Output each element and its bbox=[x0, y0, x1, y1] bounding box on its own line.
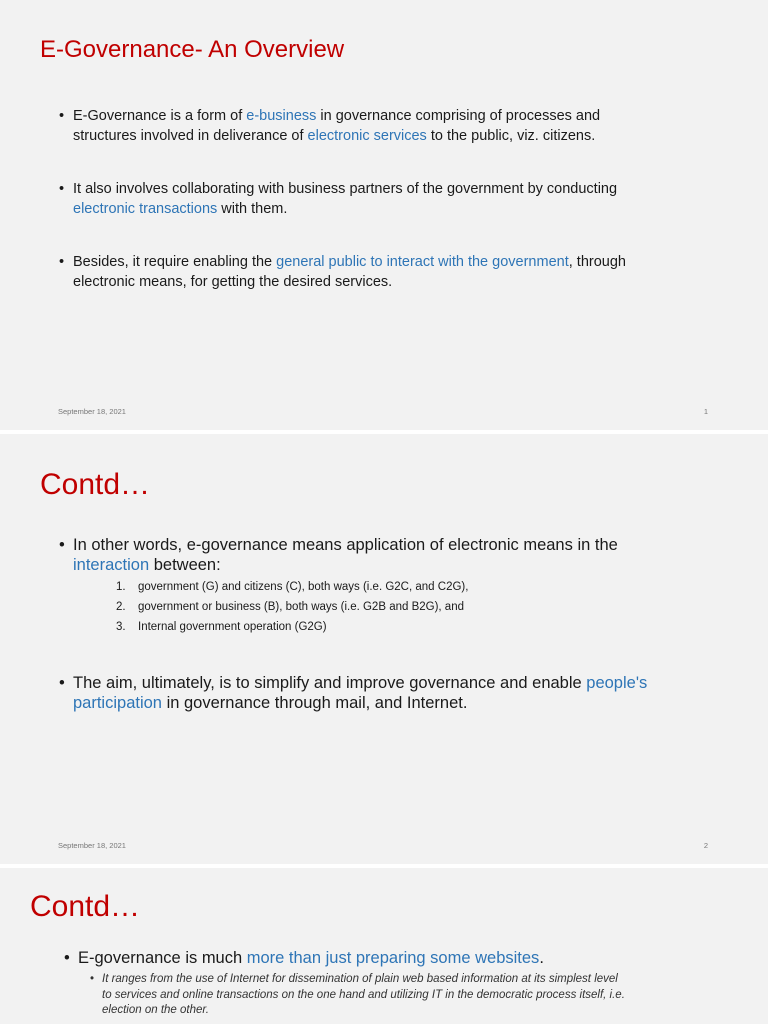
bullet-item: • The aim, ultimately, is to simplify and improve governance and enable people's participation in governance through mail, and Internet. bbox=[59, 674, 648, 712]
numbered-list bbox=[116, 577, 468, 637]
bullet-marker: • bbox=[59, 254, 65, 270]
bullet-item: • E-governance is much more than just preparing some websites. bbox=[64, 949, 544, 967]
slide-title: Contd… bbox=[30, 890, 141, 923]
bullet-marker: • bbox=[64, 949, 70, 967]
highlight-text: electronic services bbox=[307, 127, 427, 144]
highlight-text: interaction bbox=[73, 556, 150, 574]
sub-bullet-item: • It ranges from the use of Internet for dissemination of plain web based information at its simplest level to services and online transactions on the one hand and utilizing IT in the democratic process itself, i.e. election on the other. bbox=[90, 973, 625, 1016]
highlight-text: more than just preparing some websites bbox=[246, 949, 540, 967]
bullet-marker: • bbox=[59, 181, 65, 197]
bullet-marker: • bbox=[59, 674, 65, 692]
list-item: 2. government or business (B), both ways (i.e. G2B and B2G), and bbox=[116, 601, 464, 613]
slide-1 bbox=[0, 0, 768, 430]
list-item: 3. Internal government operation (G2G) bbox=[116, 621, 327, 633]
bullet-item: • Besides, it require enabling the general public to interact with the government, through electronic means, for getting the desired services. bbox=[59, 254, 626, 290]
bullet-marker: • bbox=[59, 536, 65, 554]
highlight-text: people's bbox=[586, 674, 648, 692]
highlight-text: e-business bbox=[246, 108, 317, 124]
bullet-item: • It also involves collaborating with business partners of the government by conducting electronic transactions with them. bbox=[59, 181, 618, 217]
bullet-marker: • bbox=[59, 108, 65, 124]
highlight-text: electronic transactions bbox=[73, 200, 218, 217]
highlight-text: general public to interact with the government bbox=[276, 254, 569, 270]
slide-2 bbox=[0, 434, 768, 864]
slide-title: E-Governance- An Overview bbox=[40, 36, 345, 63]
bullet-item: • E-Governance is a form of e-business in governance comprising of processes and structures involved in deliverance of electronic services to the public, viz. citizens. bbox=[59, 108, 601, 144]
bullet-marker: • bbox=[90, 973, 95, 985]
list-item: 1. government (G) and citizens (C), both ways (i.e. G2C, and C2G), bbox=[116, 581, 469, 593]
slide-number: 1 bbox=[703, 407, 708, 416]
footer-date: September 18, 2021 bbox=[58, 841, 126, 850]
slide-3 bbox=[0, 868, 768, 1024]
slide-number: 2 bbox=[703, 841, 708, 850]
bullet-item: • In other words, e-governance means application of electronic means in the interaction between: bbox=[59, 536, 618, 574]
slide-title: Contd… bbox=[40, 468, 151, 501]
highlight-text: participation bbox=[73, 694, 162, 712]
footer-date: September 18, 2021 bbox=[58, 407, 126, 416]
